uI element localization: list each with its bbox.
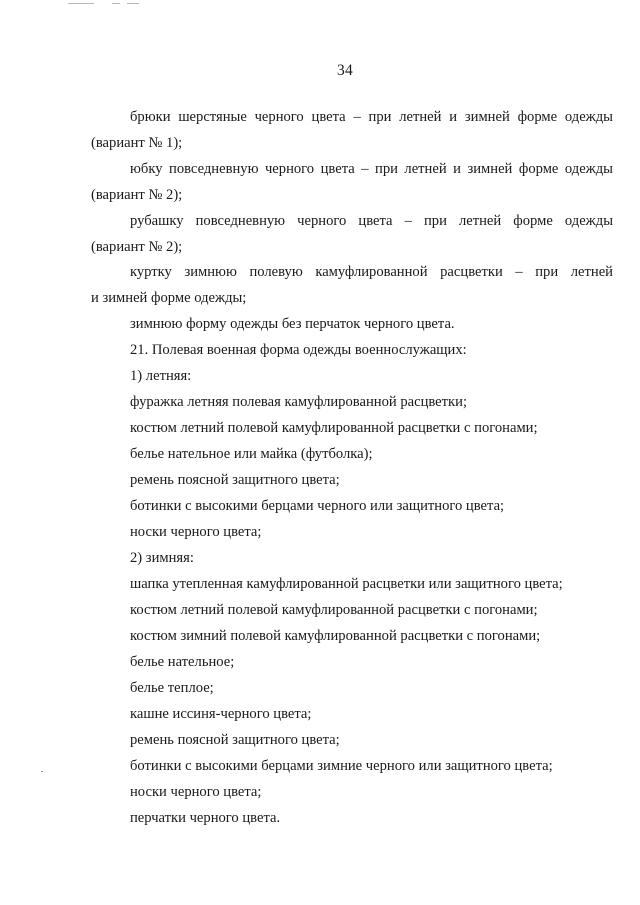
list-item: костюм зимний полевой камуфлированной расцветки с погонами; [130, 628, 541, 644]
list-item: шапка утепленная камуфлированной расцветки или защитного цвета; [130, 576, 563, 592]
list-item: ботинки с высокими берцами зимние черного или защитного цвета; [130, 758, 553, 774]
list-item: ремень поясной защитного цвета; [130, 732, 340, 748]
list-item: белье нательное; [130, 654, 235, 670]
paragraph-line: зимнюю форму одежды без перчаток черного цвета. [130, 316, 455, 332]
paragraph-line: брюки шерстяные черного цвета – при летней и зимней форме одежды [130, 109, 613, 125]
list-item: белье теплое; [130, 680, 214, 696]
scan-artifact [127, 3, 139, 4]
paragraph-line: рубашку повседневную черного цвета – при летней форме одежды [130, 213, 613, 229]
list-item: фуражка летняя полевая камуфлированной расцветки; [130, 394, 467, 410]
list-item: носки черного цвета; [130, 784, 262, 800]
scan-artifact [41, 771, 43, 772]
subsection-heading: 2) зимняя: [130, 550, 194, 566]
list-item: белье нательное или майка (футболка); [130, 446, 373, 462]
page-number: 34 [336, 62, 354, 79]
section-heading: 21. Полевая военная форма одежды военнослужащих: [130, 342, 467, 358]
paragraph-line: (вариант № 1); [91, 135, 183, 151]
list-item: носки черного цвета; [130, 524, 262, 540]
subsection-heading: 1) летняя: [130, 368, 192, 384]
paragraph-line: (вариант № 2); [91, 239, 183, 255]
paragraph-line: юбку повседневную черного цвета – при летней и зимней форме одежды [130, 161, 613, 177]
list-item: ремень поясной защитного цвета; [130, 472, 340, 488]
list-item: перчатки черного цвета. [130, 810, 281, 826]
paragraph-line: куртку зимнюю полевую камуфлированной расцветки – при летней [130, 264, 613, 280]
paragraph-line: (вариант № 2); [91, 187, 183, 203]
list-item: кашне иссиня-черного цвета; [130, 706, 312, 722]
scan-artifact [68, 3, 94, 4]
list-item: ботинки с высокими берцами черного или защитного цвета; [130, 498, 505, 514]
paragraph-line: и зимней форме одежды; [91, 290, 247, 306]
list-item: костюм летний полевой камуфлированной расцветки с погонами; [130, 602, 538, 618]
scan-artifact [112, 3, 120, 4]
list-item: костюм летний полевой камуфлированной расцветки с погонами; [130, 420, 538, 436]
